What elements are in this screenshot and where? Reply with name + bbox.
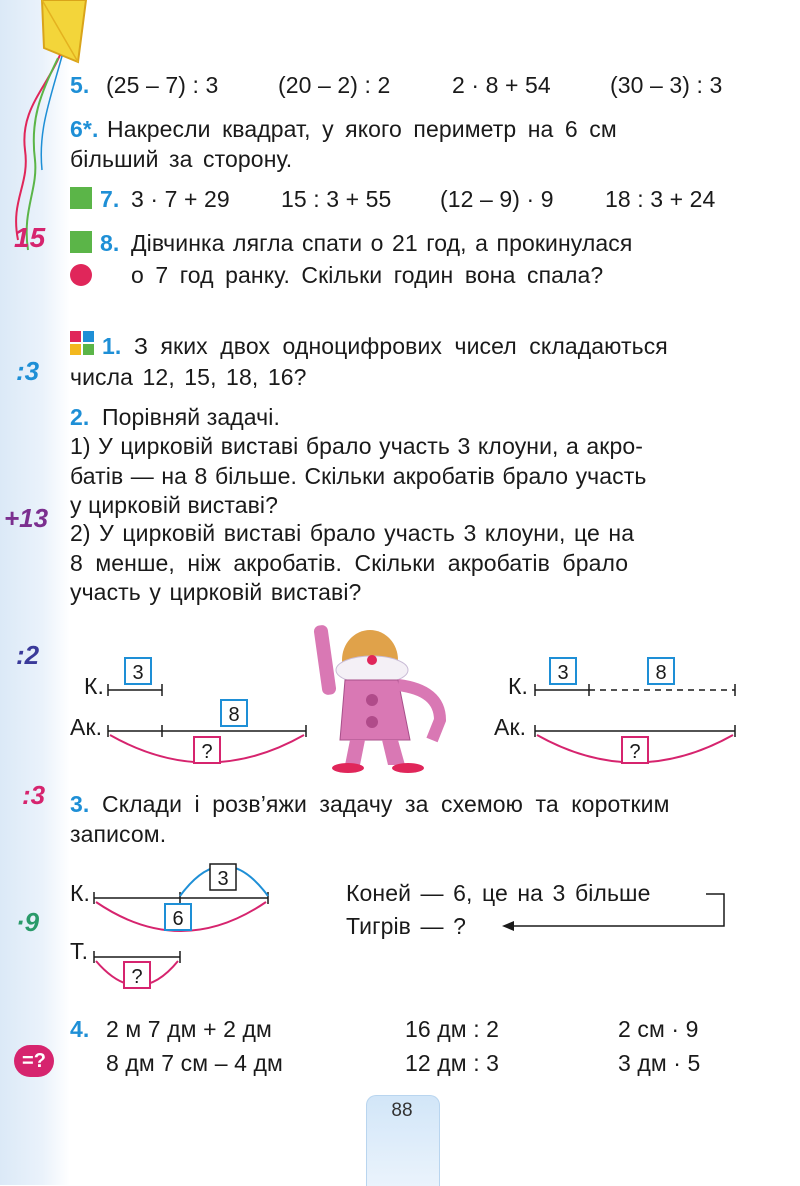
margin-mark: 15 bbox=[14, 222, 46, 253]
equals-question-badge: =? bbox=[14, 1045, 54, 1077]
task-4-expr: 2 см · 9 bbox=[618, 1016, 699, 1042]
task-1-line2: числа 12, 15, 18, 16? bbox=[70, 364, 307, 390]
task-number: 8. bbox=[100, 230, 120, 256]
task-6-line2: більший за сторону. bbox=[70, 146, 293, 172]
question-text: ? bbox=[201, 741, 213, 763]
task-2-p2-line2: 8 менше, ніж акробатів. Скільки акробатів брало bbox=[70, 550, 629, 576]
task-8-line1: Дівчинка лягла спати о 21 год, а прокинулася bbox=[131, 230, 633, 256]
task-4-expr: 16 дм : 2 bbox=[405, 1016, 500, 1042]
task-3-line1: Склади і розв’яжи задачу за схемою та коротким bbox=[102, 791, 670, 817]
question-text: ? bbox=[131, 966, 143, 988]
task-5-expr: (30 – 3) : 3 bbox=[610, 72, 723, 98]
task-3-note2: Тигрів — ? bbox=[346, 913, 466, 939]
task-7-expr: 3 · 7 + 29 bbox=[131, 186, 230, 212]
task-number: 3. bbox=[70, 791, 90, 817]
task-2-p1-line3: у цирковій виставі? bbox=[70, 492, 279, 518]
task-2-p1-line2: батів — на 8 більше. Скільки акробатів брало участь bbox=[70, 463, 647, 489]
task-5-expr: (25 – 7) : 3 bbox=[106, 72, 219, 98]
question-text: ? bbox=[629, 741, 641, 763]
task-5-expr: (20 – 2) : 2 bbox=[278, 72, 391, 98]
task-4-number bbox=[70, 1016, 89, 1043]
diagram2-ak-label: Ак. bbox=[494, 714, 527, 740]
task-4-expr: 3 дм · 5 bbox=[618, 1050, 701, 1076]
page-number: 88 bbox=[391, 1100, 413, 1121]
task-5-expr: 2 · 8 + 54 bbox=[452, 72, 551, 98]
task-7-expr: 15 : 3 + 55 bbox=[281, 186, 392, 212]
arrow-head-icon bbox=[502, 921, 514, 931]
diagram-3 bbox=[94, 864, 268, 988]
margin-mark: :3 bbox=[16, 356, 40, 386]
margin-mark: +13 bbox=[4, 503, 49, 533]
diagram3-k-label: К. bbox=[70, 880, 90, 906]
task-2-p2-line1: 2) У цирковій виставі брало участь 3 клоуни, це на bbox=[70, 520, 635, 546]
task-3-number bbox=[70, 791, 89, 818]
task-2-title: Порівняй задачі. bbox=[102, 404, 280, 430]
box-6-text: 6 bbox=[172, 908, 184, 930]
task-4-expr: 12 дм : 3 bbox=[405, 1050, 500, 1076]
box-3-text: 3 bbox=[217, 868, 229, 890]
task-4-expr: 2 м 7 дм + 2 дм bbox=[106, 1016, 272, 1042]
task-number: 5. bbox=[70, 72, 90, 98]
task-4-expr: 8 дм 7 см – 4 дм bbox=[106, 1050, 283, 1076]
box-8-text: 8 bbox=[228, 704, 240, 726]
task-number: 1. bbox=[102, 333, 122, 359]
diagram3-t-label: Т. bbox=[70, 938, 89, 964]
task-6-line1: Накресли квадрат, у якого периметр на 6 см bbox=[107, 116, 617, 142]
task-7-expr: 18 : 3 + 24 bbox=[605, 186, 716, 212]
diagram-1 bbox=[108, 658, 306, 763]
task-3-line2: записом. bbox=[70, 821, 167, 847]
diagram-2 bbox=[535, 658, 735, 763]
diagram1-k-label: К. bbox=[84, 673, 104, 699]
task-7-expr: (12 – 9) · 9 bbox=[440, 186, 554, 212]
box-3-text: 3 bbox=[132, 662, 144, 684]
task-2-p2-line3: участь у цирковій виставі? bbox=[70, 579, 362, 605]
box-3-text: 3 bbox=[557, 662, 569, 684]
task-number: 2. bbox=[70, 404, 90, 430]
task-3-note1: Коней — 6, це на 3 більше bbox=[346, 880, 651, 906]
box-8-text: 8 bbox=[655, 662, 667, 684]
diagram2-k-label: К. bbox=[508, 673, 528, 699]
task-number: 7. bbox=[100, 186, 120, 212]
task-2-p1-line1: 1) У цирковій виставі брало участь 3 клоуни, а акро- bbox=[70, 433, 644, 459]
margin-mark: :2 bbox=[16, 640, 40, 670]
clown-illustration bbox=[313, 624, 440, 773]
task-number: 4. bbox=[70, 1016, 90, 1042]
diagram1-ak-label: Ак. bbox=[70, 714, 103, 740]
margin-mark: :3 bbox=[22, 780, 46, 810]
margin-mark: ·9 bbox=[16, 907, 40, 937]
task-8-line2: о 7 год ранку. Скільки годин вона спала? bbox=[131, 262, 604, 288]
task-number: 6*. bbox=[70, 116, 99, 142]
task-1-line1: З яких двох одноцифрових чисел складаються bbox=[134, 333, 668, 359]
